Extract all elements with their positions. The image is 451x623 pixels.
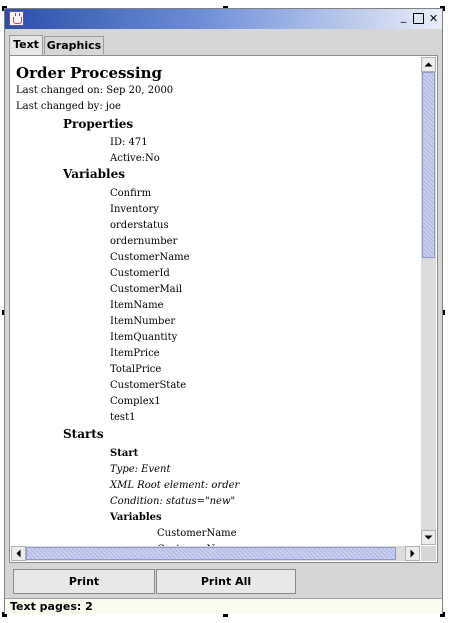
close-button[interactable]: ✕ bbox=[428, 12, 439, 25]
maximize-button[interactable] bbox=[413, 13, 424, 24]
variable-item: TotalPrice bbox=[110, 364, 162, 375]
variable-item: ordernumber bbox=[110, 236, 178, 247]
variables-heading: Variables bbox=[63, 167, 125, 181]
document-view bbox=[9, 55, 438, 563]
horizontal-scrollbar[interactable] bbox=[11, 546, 420, 561]
minimize-button[interactable]: _ bbox=[400, 10, 407, 23]
scroll-down-arrow-icon[interactable] bbox=[421, 530, 436, 545]
document-text bbox=[16, 59, 419, 545]
properties-heading: Properties bbox=[63, 117, 134, 131]
document-title: Order Processing bbox=[16, 64, 162, 82]
vertical-scrollbar[interactable] bbox=[421, 57, 436, 545]
variable-item: ItemQuantity bbox=[110, 332, 178, 343]
title-bar[interactable] bbox=[5, 9, 442, 29]
starts-heading: Starts bbox=[63, 427, 104, 441]
start-type: Type: Event bbox=[110, 464, 171, 475]
start-condition: Condition: status="new" bbox=[110, 496, 236, 507]
horizontal-scroll-thumb[interactable] bbox=[26, 547, 396, 560]
variable-item: CustomerName bbox=[110, 252, 190, 263]
tab-graphics[interactable]: Graphics bbox=[44, 36, 104, 54]
variable-item: ItemName bbox=[110, 300, 164, 311]
variable-item: CustomerMail bbox=[110, 284, 183, 295]
print-all-button[interactable]: Print All bbox=[156, 569, 296, 594]
variable-item: ItemNumber bbox=[110, 316, 176, 327]
variable-item: Complex1 bbox=[110, 396, 161, 407]
start-heading: Start bbox=[110, 448, 139, 459]
last-changed-by: Last changed by: joe bbox=[16, 101, 121, 112]
scrollbar-corner bbox=[421, 546, 436, 561]
status-bar bbox=[5, 598, 442, 614]
property-item: Active:No bbox=[110, 153, 160, 164]
status-text: Text pages: 2 bbox=[10, 600, 93, 613]
property-item: ID: 471 bbox=[110, 137, 148, 148]
java-app-icon bbox=[9, 11, 24, 26]
variable-item: Confirm bbox=[110, 188, 152, 199]
variable-item: orderstatus bbox=[110, 220, 169, 231]
print-button[interactable]: Print bbox=[13, 569, 155, 594]
scroll-right-arrow-icon[interactable] bbox=[405, 546, 420, 561]
start-variables-heading: Variables bbox=[110, 512, 162, 523]
start-xml-root: XML Root element: order bbox=[110, 480, 240, 491]
last-changed-on: Last changed on: Sep 20, 2000 bbox=[16, 85, 174, 96]
scroll-up-arrow-icon[interactable] bbox=[421, 57, 436, 72]
variable-item: Inventory bbox=[110, 204, 159, 215]
start-variable-item: CustomerName bbox=[157, 528, 237, 539]
variable-item: CustomerId bbox=[110, 268, 170, 279]
scroll-left-arrow-icon[interactable] bbox=[11, 546, 26, 561]
vertical-scroll-thumb[interactable] bbox=[422, 72, 435, 258]
variable-item: test1 bbox=[110, 412, 136, 423]
variable-item: CustomerState bbox=[110, 380, 187, 391]
tab-text[interactable]: Text bbox=[9, 35, 43, 55]
app-window bbox=[4, 8, 443, 614]
variable-item: ItemPrice bbox=[110, 348, 160, 359]
